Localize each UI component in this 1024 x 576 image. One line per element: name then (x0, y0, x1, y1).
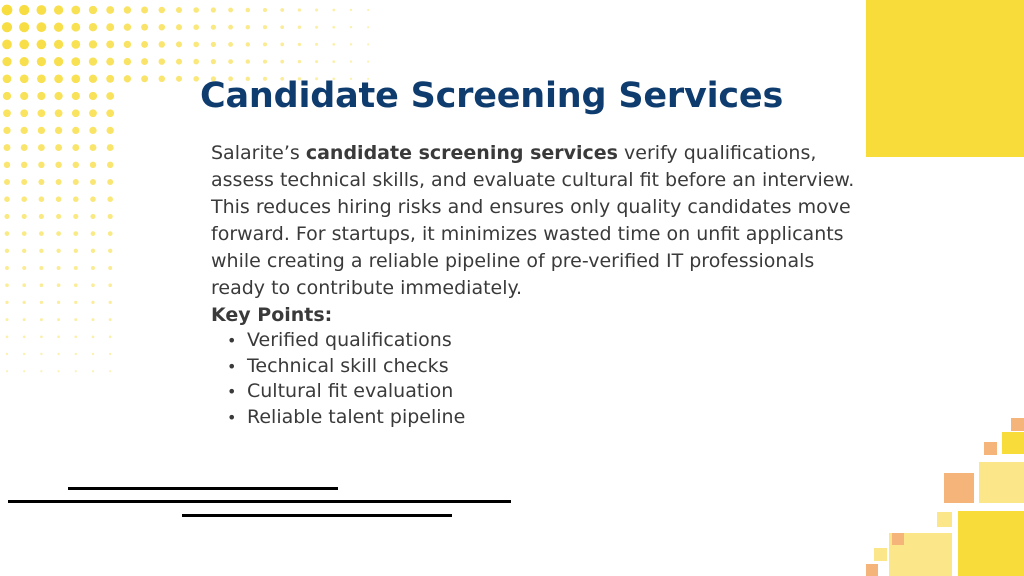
bullet-icon: • (227, 382, 237, 401)
bullet-icon: • (227, 356, 237, 376)
dot-mark (6, 318, 9, 321)
dot-mark (367, 60, 369, 62)
bullet-icon: • (227, 331, 237, 350)
dot-mark (71, 23, 80, 32)
dot-mark (193, 59, 199, 65)
dot-mark (5, 283, 9, 287)
dot-mark (23, 301, 26, 304)
dot-mark (107, 162, 113, 168)
dot-mark (54, 92, 62, 100)
dot-mark (332, 43, 335, 46)
dot-mark (228, 42, 233, 47)
page-title: Candidate Screening Services (200, 76, 784, 116)
dot-mark (55, 144, 62, 151)
dot-mark (40, 335, 43, 338)
dot-mark (92, 353, 94, 355)
dot-mark (109, 301, 112, 304)
dot-mark (56, 214, 61, 219)
dot-mark (211, 25, 216, 30)
dot-mark (6, 370, 8, 372)
dot-mark (20, 109, 28, 117)
dot-mark (20, 74, 29, 83)
dot-mark (246, 42, 250, 46)
dot-mark (108, 249, 112, 253)
dot-mark (21, 162, 27, 168)
dot-mark (90, 214, 95, 219)
dot-mark (37, 74, 46, 83)
dot-mark (73, 179, 79, 185)
dot-mark (108, 283, 112, 287)
dot-mark (176, 41, 182, 47)
dot-mark (89, 92, 97, 100)
intro-bold: candidate screening services (305, 142, 618, 164)
dot-mark (23, 353, 25, 355)
dot-mark (90, 162, 96, 168)
dot-mark (54, 74, 63, 83)
dot-mark (39, 214, 44, 219)
dot-mark (108, 214, 113, 219)
dot-mark (56, 179, 62, 185)
dot-mark (57, 318, 60, 321)
dot-mark (4, 214, 9, 219)
dot-mark (350, 60, 352, 62)
dot-mark (263, 8, 267, 12)
dot-mark (55, 109, 63, 117)
dot-mark (23, 318, 26, 321)
dot-mark (89, 109, 97, 117)
list-item-label: Verified qualifications (247, 329, 452, 351)
dot-mark (367, 43, 369, 45)
dot-mark (5, 266, 9, 270)
dot-mark (5, 301, 8, 304)
dot-mark (22, 214, 27, 219)
dot-mark (19, 5, 29, 15)
dot-mark (159, 24, 165, 30)
dot-mark (298, 43, 301, 46)
dot-mark (90, 179, 96, 185)
dot-mark (89, 127, 96, 134)
dot-mark (3, 127, 10, 134)
dot-mark (159, 7, 165, 13)
dot-mark (37, 5, 47, 15)
content-body (211, 140, 871, 430)
dot-mark (4, 162, 10, 168)
dot-mark (124, 41, 131, 48)
dot-mark (280, 43, 284, 47)
dot-mark (124, 75, 131, 82)
dot-mark (75, 353, 77, 355)
dot-mark (21, 196, 27, 202)
dot-mark (56, 249, 60, 253)
dot-mark (92, 370, 94, 372)
dot-mark (6, 353, 8, 355)
list-item (211, 379, 871, 405)
dot-mark (3, 109, 11, 117)
dot-mark (37, 57, 46, 66)
dot-mark (315, 26, 318, 29)
dot-mark (176, 7, 182, 13)
dot-mark (38, 127, 45, 134)
dot-mark (37, 40, 47, 50)
dot-mark (367, 9, 369, 11)
dot-mark (4, 179, 10, 185)
dot-mark (38, 162, 44, 168)
list-item (211, 354, 871, 380)
dot-mark (57, 301, 60, 304)
dot-mark (57, 353, 59, 355)
dot-mark (280, 8, 284, 12)
dot-mark (74, 249, 78, 253)
dot-mark (91, 266, 95, 270)
dot-mark (246, 25, 250, 29)
dot-mark (2, 57, 11, 66)
dot-mark (55, 162, 61, 168)
dot-mark (89, 75, 97, 83)
dot-mark (22, 266, 26, 270)
dot-mark (211, 42, 216, 47)
dot-mark (73, 196, 79, 202)
dot-mark (19, 40, 29, 50)
dot-mark (38, 109, 46, 117)
dot-mark (350, 26, 352, 28)
dot-mark (246, 8, 250, 12)
dot-mark (315, 43, 318, 46)
dot-mark (40, 353, 42, 355)
dot-mark (263, 60, 267, 64)
dot-mark (74, 283, 78, 287)
dot-mark (91, 301, 94, 304)
dot-mark (141, 7, 148, 14)
dot-mark (107, 179, 113, 185)
dot-mark (124, 24, 131, 31)
list-item-label: Reliable talent pipeline (247, 405, 466, 428)
dot-mark (176, 24, 182, 30)
dot-mark (315, 8, 318, 11)
dot-mark (109, 353, 111, 355)
dot-mark (2, 5, 13, 16)
dot-mark (38, 144, 45, 151)
dot-mark (39, 196, 45, 202)
dot-mark (332, 26, 335, 29)
dot-mark (106, 58, 114, 66)
dot-mark (298, 26, 301, 29)
intro-rest: verify qualifications, assess technical skills, and evaluate cultural fit before an interview. This reduces hiring risks and ensures only quality candidates move forward. For startups, it minimizes wasted time on unfit applicants while creating a reliable pipeline of pre-verified IT professionals ready to contribute immediately. (211, 142, 855, 299)
dot-mark (124, 6, 131, 13)
dot-mark (73, 214, 78, 219)
dot-mark (107, 196, 113, 202)
dot-mark (71, 40, 80, 49)
dot-mark (176, 76, 182, 82)
dot-mark (57, 266, 61, 270)
dot-mark (19, 22, 29, 32)
dot-mark (315, 60, 318, 63)
dot-mark (23, 335, 26, 338)
dot-mark (106, 6, 114, 14)
dot-mark (38, 179, 44, 185)
dot-mark (89, 6, 97, 14)
dot-mark (109, 318, 112, 321)
dot-mark (298, 8, 301, 11)
dot-mark (228, 59, 233, 64)
dot-mark (74, 301, 77, 304)
dot-mark (71, 57, 80, 66)
dot-mark (193, 76, 199, 82)
list-item-label: Technical skill checks (247, 354, 449, 377)
dot-mark (211, 7, 216, 12)
corner-yellow-block (866, 0, 1024, 157)
dot-mark (3, 74, 12, 83)
dot-mark (39, 266, 43, 270)
bullet-icon: • (227, 407, 237, 427)
decorative-line-bottom (182, 514, 452, 517)
dot-mark (108, 231, 113, 236)
dot-mark (2, 40, 12, 50)
dot-mark (89, 23, 97, 31)
key-points-list (211, 328, 871, 430)
dot-mark (56, 196, 62, 202)
dot-mark (89, 57, 97, 65)
dot-mark (54, 57, 63, 66)
dot-mark (228, 25, 233, 30)
dot-mark (39, 231, 44, 236)
dot-mark (40, 318, 43, 321)
dot-mark (74, 335, 77, 338)
dot-mark (228, 8, 233, 13)
dot-mark (21, 144, 28, 151)
dot-mark (92, 335, 95, 338)
dot-mark (193, 7, 199, 13)
dot-mark (91, 249, 95, 253)
dot-mark (108, 266, 112, 270)
dot-mark (54, 5, 63, 14)
dot-mark (109, 335, 112, 338)
dot-mark (280, 60, 284, 64)
dot-mark (3, 92, 11, 100)
dot-mark (367, 26, 369, 28)
dot-mark (72, 144, 79, 151)
list-item (211, 405, 871, 431)
dot-mark (57, 335, 60, 338)
dot-mark (22, 231, 27, 236)
dot-mark (75, 370, 77, 372)
intro-prefix: Salarite’s (211, 142, 306, 164)
intro-paragraph (211, 140, 871, 302)
dot-mark (90, 144, 97, 151)
key-points-heading: Key Points: (211, 304, 333, 326)
dot-mark (4, 144, 11, 151)
decorative-line-top (68, 487, 338, 490)
dot-mark (106, 92, 114, 100)
dot-mark (350, 43, 352, 45)
dot-mark (37, 92, 45, 100)
dot-mark (89, 40, 97, 48)
dot-mark (22, 249, 26, 253)
dot-mark (40, 301, 43, 304)
dot-mark (332, 9, 335, 12)
list-item (211, 328, 871, 354)
dot-mark (141, 58, 148, 65)
dot-mark (21, 127, 28, 134)
dot-mark (37, 22, 47, 32)
dot-mark (263, 25, 267, 29)
dot-mark (109, 370, 111, 372)
dot-mark (20, 92, 28, 100)
dot-mark (22, 283, 26, 287)
dot-mark (71, 74, 80, 83)
dot-mark (72, 92, 80, 100)
dot-mark (263, 42, 267, 46)
dot-mark (280, 25, 284, 29)
dot-mark (73, 162, 79, 168)
dot-mark (5, 249, 9, 253)
dot-mark (332, 60, 335, 63)
dot-mark (55, 127, 62, 134)
dot-mark (56, 231, 61, 236)
dot-mark (71, 6, 80, 15)
squares-decoration (860, 410, 1024, 576)
dot-mark (350, 9, 352, 11)
dot-mark (74, 318, 77, 321)
dot-mark (141, 24, 148, 31)
dot-mark (246, 59, 250, 63)
dot-mark (106, 109, 114, 117)
decorative-line-middle (8, 500, 511, 503)
dot-mark (74, 266, 78, 270)
dot-mark (106, 75, 114, 83)
dot-mark (298, 60, 301, 63)
dot-mark (72, 109, 80, 117)
dot-mark (90, 196, 96, 202)
dot-mark (141, 75, 148, 82)
dot-mark (21, 179, 27, 185)
dot-mark (40, 283, 44, 287)
dot-mark (107, 127, 114, 134)
dot-mark (4, 196, 10, 202)
list-item-label: Cultural fit evaluation (247, 380, 454, 402)
dot-mark (159, 41, 165, 47)
dot-mark (92, 318, 95, 321)
dot-mark (193, 24, 199, 30)
dot-mark (107, 144, 114, 151)
dot-mark (23, 370, 25, 372)
dot-mark (5, 231, 10, 236)
dot-mark (57, 283, 61, 287)
dot-mark (40, 370, 42, 372)
dot-mark (91, 283, 95, 287)
dot-mark (6, 335, 9, 338)
dot-mark (73, 231, 78, 236)
dot-mark (141, 41, 148, 48)
dot-mark (58, 370, 60, 372)
dot-mark (124, 58, 131, 65)
dot-mark (176, 59, 182, 65)
dot-mark (20, 57, 29, 66)
dot-mark (159, 58, 165, 64)
dot-mark (106, 40, 114, 48)
dot-mark (193, 42, 199, 48)
dot-mark (106, 23, 114, 31)
dot-mark (54, 40, 63, 49)
dot-mark (39, 249, 43, 253)
dot-mark (54, 23, 63, 32)
dot-mark (91, 231, 96, 236)
dot-mark (211, 59, 216, 64)
dot-mark (72, 127, 79, 134)
dot-mark (2, 22, 12, 32)
dot-mark (159, 76, 165, 82)
